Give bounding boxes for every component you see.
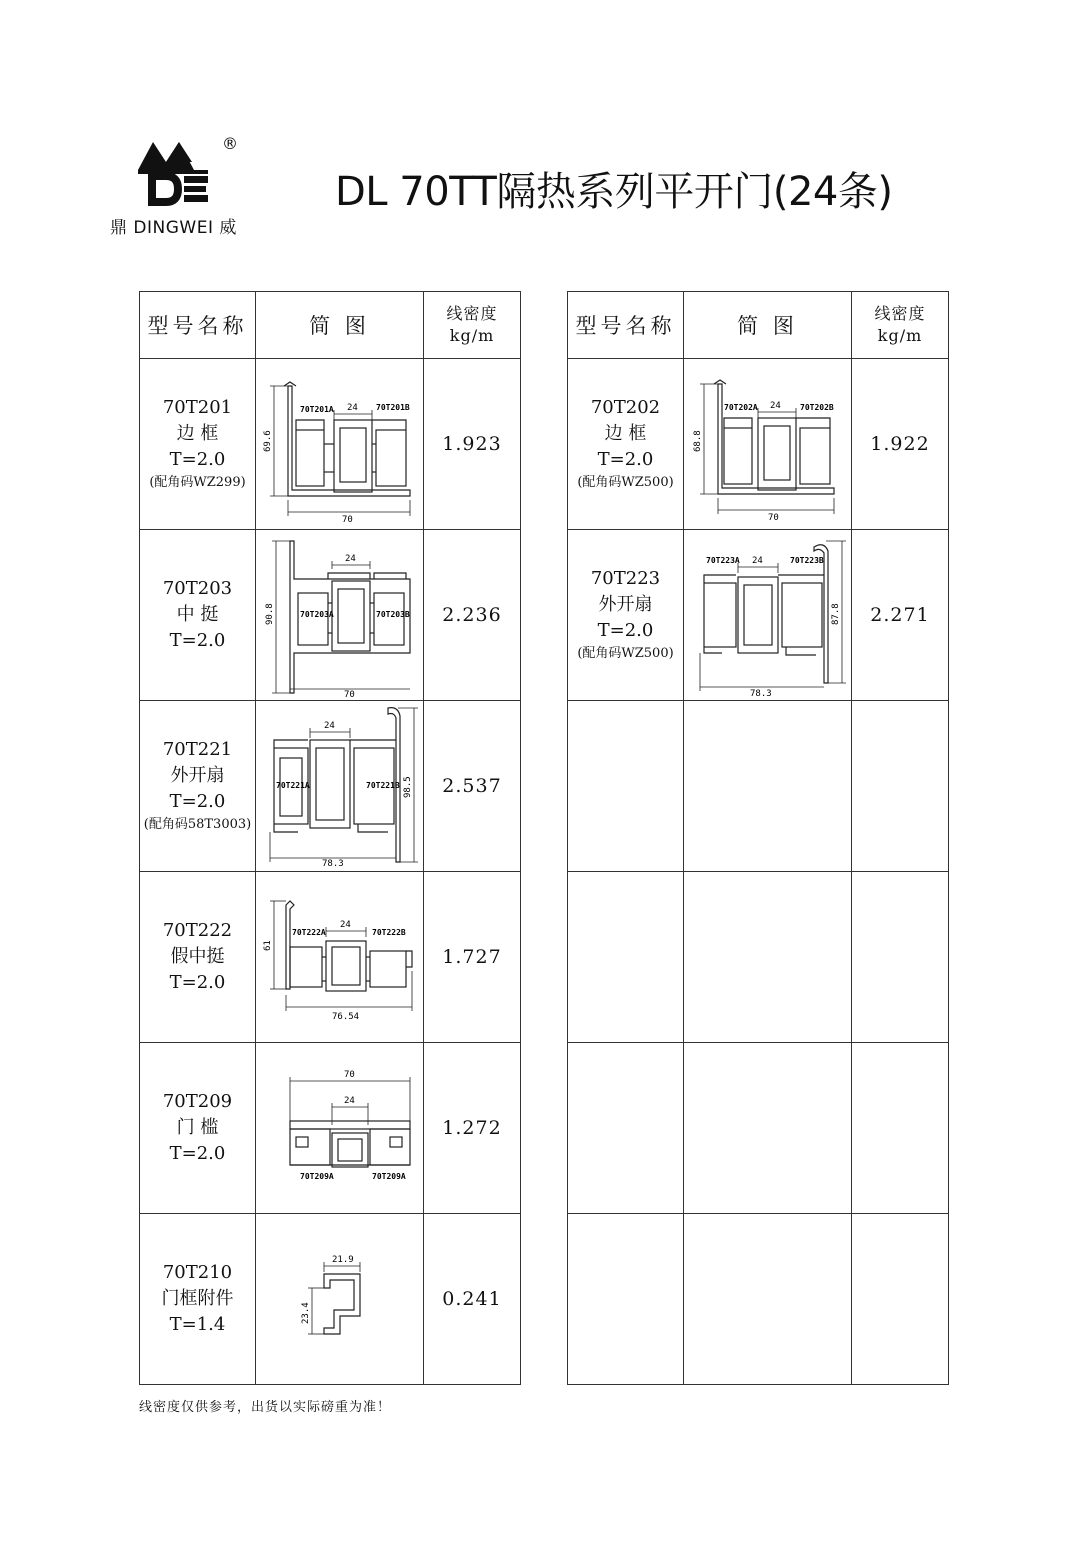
model-name: 边 框 [176, 423, 219, 444]
table-row [140, 1043, 521, 1214]
drawing-cell [256, 530, 424, 701]
profile-table-left [139, 291, 521, 1385]
header-model: 型号名称 [568, 292, 684, 359]
drawing-cell [256, 1214, 424, 1385]
header-density-label: 线密度 [446, 304, 498, 323]
model-code: 70T210 [162, 1262, 233, 1283]
dimension-label: 61 [262, 940, 273, 951]
table-row-empty [568, 701, 949, 872]
empty-cell [684, 1043, 852, 1214]
dimension-label: 24 [343, 1096, 355, 1106]
profile-drawing [688, 364, 848, 524]
part-label: 70T223B [789, 555, 824, 565]
dimension-label: 24 [344, 553, 356, 564]
part-label: 70T221A [275, 781, 310, 790]
dimension-label: 78.3 [749, 688, 772, 698]
dimension-label: 23.4 [300, 1302, 311, 1324]
density-value: 1.727 [424, 872, 521, 1043]
dimension-label: 68.8 [692, 430, 703, 452]
empty-cell [852, 872, 949, 1043]
density-value: 1.923 [424, 359, 521, 530]
model-thickness: T=2.0 [169, 630, 226, 651]
profile-drawing [260, 533, 420, 698]
model-note: (配角码WZ500) [577, 646, 674, 661]
empty-cell [568, 872, 684, 1043]
model-thickness: T=2.0 [597, 620, 654, 641]
part-label: 70T201B [375, 403, 410, 412]
dimension-label: 70 [767, 513, 779, 523]
dimension-label: 98.5 [402, 776, 413, 798]
empty-cell [852, 701, 949, 872]
drawing-cell [256, 701, 424, 872]
model-cell [140, 530, 256, 701]
dimension-label: 90.8 [264, 602, 275, 625]
table-row-empty [568, 1214, 949, 1385]
brand-right-char: 威 [219, 218, 237, 238]
model-note: (配角码58T3003) [143, 817, 252, 832]
model-code: 70T222 [162, 920, 233, 941]
dimension-label: 24 [323, 721, 335, 731]
model-cell [140, 1043, 256, 1214]
empty-cell [568, 1214, 684, 1385]
profile-drawing [686, 533, 850, 698]
density-value: 0.241 [424, 1214, 521, 1385]
brand-left-char: 鼎 [110, 218, 128, 238]
header-density-unit: kg/m [449, 326, 495, 345]
model-code: 70T223 [590, 568, 661, 589]
model-name: 外开扇 [170, 765, 225, 786]
part-label: 70T221B [365, 781, 400, 790]
model-name: 边 框 [604, 423, 647, 444]
dimension-label: 87.8 [830, 602, 841, 625]
registered-mark: ® [222, 134, 238, 153]
dimension-label: 70 [343, 1070, 355, 1080]
table-row [568, 359, 949, 530]
dimension-label: 70 [341, 515, 353, 524]
model-thickness: T=2.0 [169, 791, 226, 812]
model-cell [568, 530, 684, 701]
model-name: 假中挺 [170, 946, 225, 967]
table-row [140, 872, 521, 1043]
model-cell [140, 1214, 256, 1385]
empty-cell [684, 872, 852, 1043]
model-cell [140, 701, 256, 872]
part-label: 70T209A [371, 1172, 406, 1181]
empty-cell [568, 701, 684, 872]
table-row-empty [568, 872, 949, 1043]
model-code: 70T221 [162, 739, 233, 760]
empty-cell [568, 1043, 684, 1214]
empty-cell [684, 701, 852, 872]
model-code: 70T201 [162, 397, 233, 418]
table-header-row [568, 292, 949, 359]
model-name: 门框附件 [161, 1288, 234, 1309]
dimension-label: 24 [769, 401, 781, 411]
header-drawing: 简 图 [684, 292, 852, 359]
drawing-cell [256, 1043, 424, 1214]
drawing-cell [684, 359, 852, 530]
model-cell [140, 359, 256, 530]
empty-cell [852, 1214, 949, 1385]
dimension-label: 70 [343, 689, 355, 698]
table-row [140, 701, 521, 872]
density-value: 1.272 [424, 1043, 521, 1214]
model-thickness: T=2.0 [169, 972, 226, 993]
table-row [140, 1214, 521, 1385]
header-model: 型号名称 [140, 292, 256, 359]
dimension-label: 24 [346, 403, 358, 413]
part-label: 70T203A [299, 609, 334, 619]
dimension-label: 21.9 [331, 1255, 354, 1265]
part-label: 70T202B [799, 403, 834, 412]
footnote: 线密度仅供参考，出货以实际磅重为准！ [139, 1400, 392, 1415]
header-density-unit: kg/m [877, 326, 923, 345]
density-value: 2.537 [424, 701, 521, 872]
profile-drawing [260, 887, 420, 1027]
model-thickness: T=2.0 [169, 449, 226, 470]
drawing-cell [684, 530, 852, 701]
header-density [424, 292, 521, 359]
dimension-label: 78.3 [321, 859, 344, 869]
part-label: 70T222A [291, 928, 326, 937]
brand-text [110, 213, 237, 238]
model-cell [568, 359, 684, 530]
model-name: 外开扇 [598, 594, 653, 615]
empty-cell [684, 1214, 852, 1385]
model-code: 70T203 [162, 578, 233, 599]
density-value: 1.922 [852, 359, 949, 530]
drawing-cell [256, 872, 424, 1043]
brand-name: DINGWEI [133, 218, 214, 238]
model-code: 70T202 [590, 397, 661, 418]
density-value: 2.271 [852, 530, 949, 701]
dimension-label: 76.54 [331, 1012, 359, 1022]
model-name: 中 挺 [176, 604, 219, 625]
dimension-label: 69.6 [262, 430, 273, 452]
model-thickness: T=1.4 [169, 1314, 226, 1335]
table-row [140, 530, 521, 701]
table-row [140, 359, 521, 530]
part-label: 70T202A [723, 403, 758, 412]
part-label: 70T209A [299, 1172, 334, 1181]
table-header-row [140, 292, 521, 359]
model-thickness: T=2.0 [169, 1143, 226, 1164]
dimension-label: 24 [339, 920, 351, 930]
part-label: 70T222B [371, 928, 406, 937]
profile-drawing [260, 1063, 420, 1193]
page-title: DL 70TT隔热系列平开门(24条) [335, 169, 893, 215]
header-drawing: 简 图 [256, 292, 424, 359]
model-name: 门 槛 [176, 1117, 219, 1138]
dimension-label: 24 [751, 555, 763, 566]
part-label: 70T223A [705, 555, 740, 565]
header-density-label: 线密度 [874, 304, 926, 323]
model-note: (配角码WZ299) [149, 475, 246, 490]
model-code: 70T209 [162, 1091, 233, 1112]
part-label: 70T203B [375, 609, 410, 619]
profile-drawing [260, 364, 420, 524]
profile-table-right [567, 291, 949, 1385]
model-thickness: T=2.0 [597, 449, 654, 470]
profile-drawing [258, 702, 422, 870]
profile-drawing [260, 1244, 420, 1354]
table-row-empty [568, 1043, 949, 1214]
part-label: 70T201A [299, 405, 334, 414]
table-row [568, 530, 949, 701]
empty-cell [852, 1043, 949, 1214]
model-note: (配角码WZ500) [577, 475, 674, 490]
density-value: 2.236 [424, 530, 521, 701]
model-cell [140, 872, 256, 1043]
header-density [852, 292, 949, 359]
drawing-cell [256, 359, 424, 530]
